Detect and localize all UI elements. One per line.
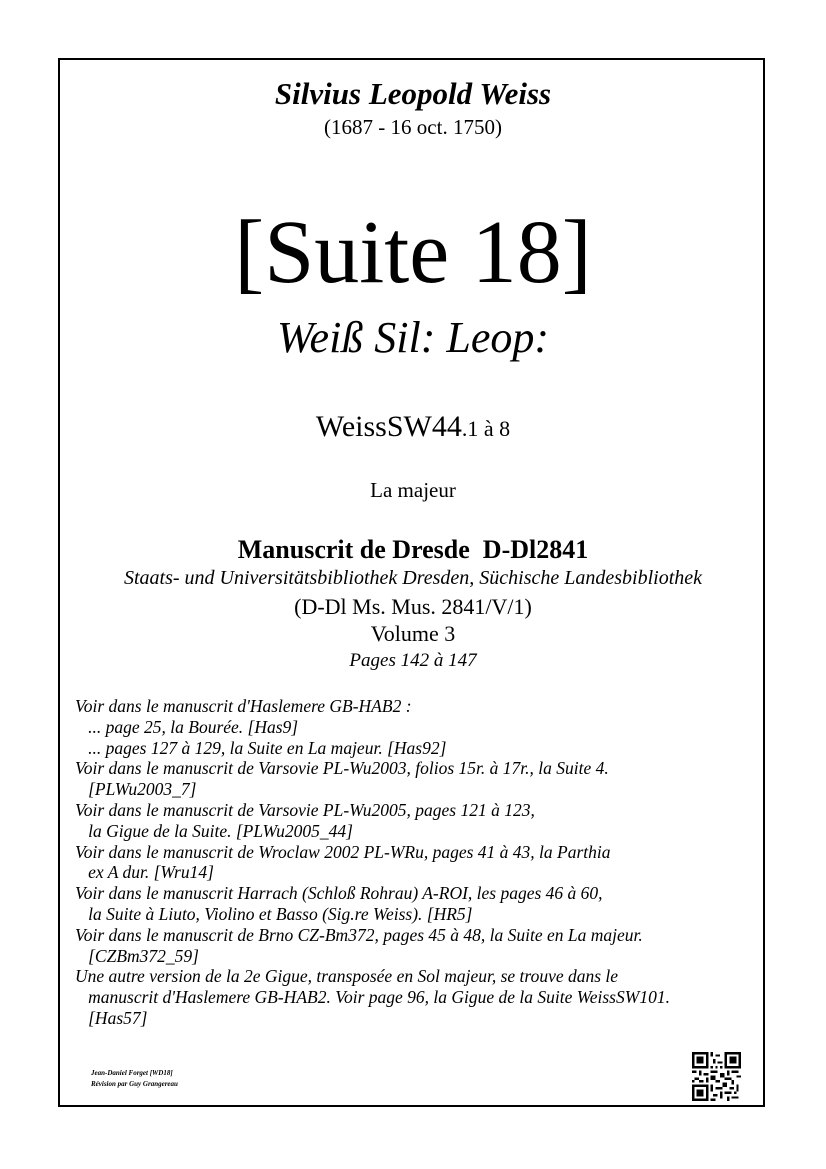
credits [91, 1068, 178, 1090]
note-line: Voir dans le manuscrit d'Haslemere GB-HAB2 : [75, 696, 412, 716]
suite-title: [Suite 18] [234, 203, 592, 302]
note-line: ex A dur. [Wru14] [75, 862, 214, 883]
credit-revision: Révision par Guy Grangereau [91, 1080, 178, 1088]
catalog-range: .1 à 8 [461, 416, 511, 441]
note-line: Une autre version de la 2e Gigue, transposée en Sol majeur, se trouve dans le [75, 966, 619, 987]
qr-code-icon [692, 1052, 741, 1101]
page-range: Pages 142 à 147 [349, 650, 477, 671]
note-line: Voir dans le manuscrit de Brno CZ-Bm372, pages 45 à 48, la Suite en La majeur. [75, 924, 643, 945]
key-signature: La majeur [370, 478, 456, 502]
notes-block [75, 696, 755, 1029]
manuscript-title: Weiß Sil: Leop: [276, 313, 550, 362]
note-line: manuscrit d'Haslemere GB-HAB2. Voir page 96, la Gigue de la Suite WeissSW101. [75, 987, 670, 1008]
note-line: Voir dans le manuscrit de Wroclaw 2002 PL-WRu, pages 41 à 43, la Parthia [75, 841, 611, 862]
note-line: ... pages 127 à 129, la Suite en La majeur. [Has92] [75, 737, 447, 758]
note-line: Voir dans le manuscrit Harrach (Schloß Rohrau) A-ROI, les pages 46 à 60, [75, 883, 603, 904]
note-line: ... page 25, la Bourée. [Has9] [75, 716, 299, 737]
credit-author: Jean-Daniel Forget [WD18] [91, 1069, 173, 1077]
note-line: [PLWu2003_7] [75, 779, 197, 800]
note-line: [CZBm372_59] [75, 945, 199, 966]
note-line: la Gigue de la Suite. [PLWu2005_44] [75, 820, 353, 841]
library-name: Staats- und Universitätsbibliothek Dresden, Süchische Landesbibliothek [123, 567, 703, 589]
volume: Volume 3 [370, 621, 456, 646]
composer-dates: (1687 - 16 oct. 1750) [324, 115, 502, 139]
composer-name: Silvius Leopold Weiss [274, 76, 552, 111]
catalog-main: WeissSW44 [315, 410, 462, 443]
note-line: Voir dans le manuscrit de Varsovie PL-Wu2003, folios 15r. à 17r., la Suite 4. [75, 758, 609, 779]
catalog-number [0, 410, 826, 444]
note-line: [Has57] [75, 1007, 148, 1028]
note-line: la Suite à Liuto, Violino et Basso (Sig.re Weiss). [HR5] [75, 903, 473, 924]
manuscript-heading: Manuscrit de Dresde D-Dl2841 [237, 535, 589, 564]
note-line: Voir dans le manuscrit de Varsovie PL-Wu2005, pages 121 à 123, [75, 799, 535, 820]
shelfmark: (D-Dl Ms. Mus. 2841/V/1) [294, 594, 532, 619]
